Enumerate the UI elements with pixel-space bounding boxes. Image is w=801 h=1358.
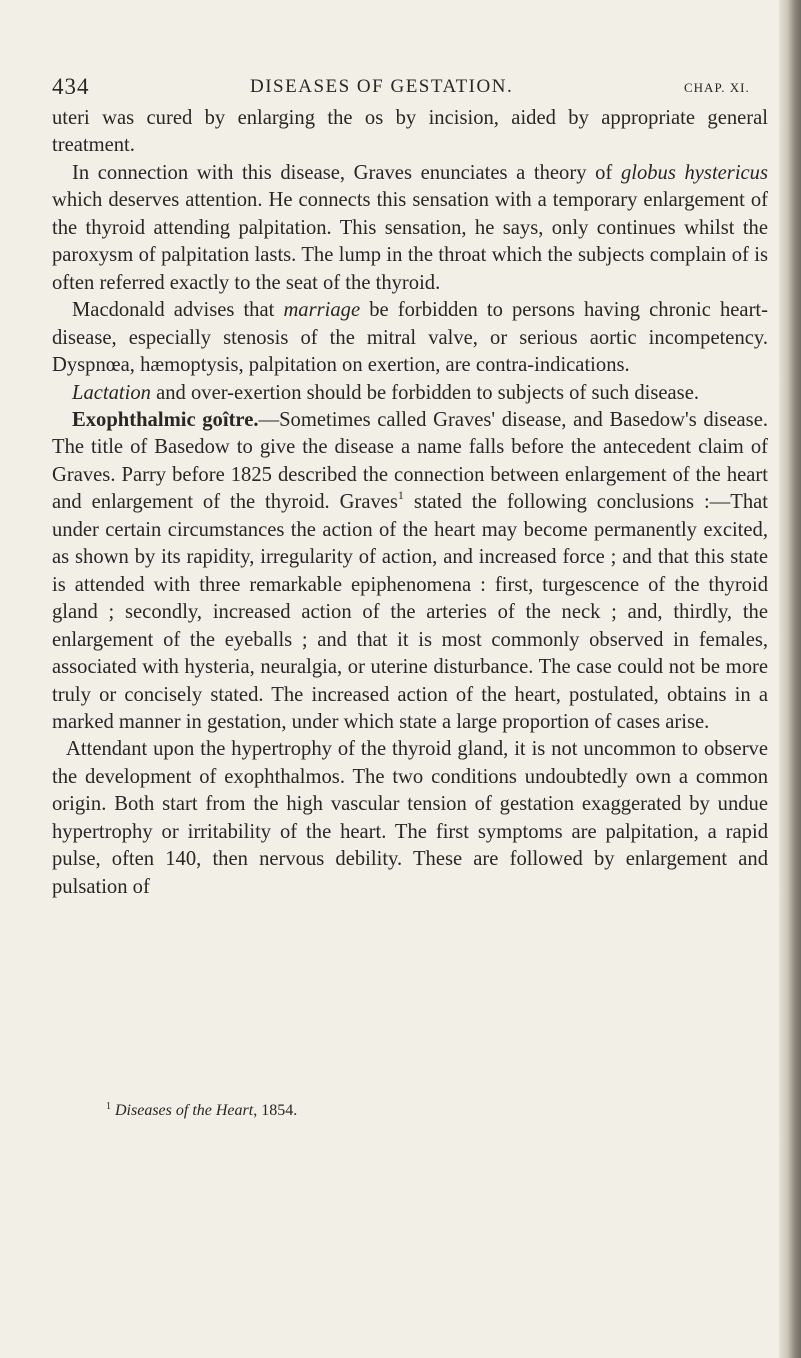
paragraph-exophthalmic-goitre: Exophthalmic goître.—Sometimes called Graves' disease, and Basedow's disease. The title of Basedow to give the disease a name falls before the antecedent claim of Graves. Parry before 1825 described the connection between enlargement of the heart and enlargement of the thyroid. Graves$^1$ stated the following conclusions :—That under certain circumstances the action of the heart may become permanently excited, as shown by its rapidity, irregularity of action, and increased force ; and that this state is attended with three remarkable epiphenomena : first, turgescence of the thyroid gland ; secondly, increased action of the arteries of the neck ; and, thirdly, the enlargement of the eyeballs ; and that it is most commonly observed in females, associated with hysteria, neuralgia, or uterine disturbance. The case could not be more truly or concisely stated. The increased action of the heart, postulated, obtains in a marked manner in gestation, under which state a large proportion of cases arise. — [52, 408, 768, 733]
term-globus-hystericus: globus hystericus — [620, 161, 768, 184]
paragraph-lactation: Lactation and over-exertion should be forbidden to subjects of such disease. — [72, 381, 699, 404]
footnote — [52, 1101, 768, 1120]
term-lactation: Lactation — [72, 381, 151, 404]
chapter-label: CHAP. XI. — [684, 80, 750, 95]
paragraph-continuation: uteri was cured by enlarging the os by incision, aided by appropriate general treatment. — [52, 107, 768, 157]
paragraph-attendant: Attendant upon the hypertrophy of the thyroid gland, it is not uncommon to observe the development of exophthalmos. The two conditions undoubtedly own a common origin. Both start from the high vascular tension of gestation exaggerated by undue hypertrophy or irritability of the heart. The first symptoms are palpitation, a rapid pulse, often 140, then nervous debility. These are followed by enlargement and pulsation of — [52, 738, 768, 898]
footnote-marker: 1 — [397, 488, 404, 503]
page-edge-shadow — [779, 0, 801, 1358]
footnote-number: 1 — [106, 1101, 111, 1112]
term-marriage: marriage — [283, 299, 361, 322]
running-head — [52, 74, 768, 106]
footnote-year: , 1854. — [253, 1102, 298, 1119]
paragraph-macdonald: Macdonald advises that marriage be forbidden to persons having chronic heart-disease, especially stenosis of the mitral valve, or serious aortic incompetency. Dyspnœa, hæmoptysis, palpitation on exertion, are contra-indications. — [52, 299, 769, 377]
body-text — [52, 105, 768, 901]
paragraph-graves-globus: In connection with this disease, Graves enunciates a theory of globus hystericus which deserves attention. He connects this sensation with a temporary enlargement of the thyroid attending palpitation. This sensation, he says, only continues whilst the paroxysm of palpitation lasts. The lump in the throat which the subjects complain of is often referred exactly to the seat of the thyroid. — [52, 161, 768, 294]
section-heading-exophthalmic-goitre: Exophthalmic goître. — [72, 408, 259, 431]
running-title: DISEASES OF GESTATION. — [250, 76, 514, 97]
page-number: 434 — [52, 74, 90, 99]
footnote-title: Diseases of the Heart — [115, 1102, 254, 1119]
